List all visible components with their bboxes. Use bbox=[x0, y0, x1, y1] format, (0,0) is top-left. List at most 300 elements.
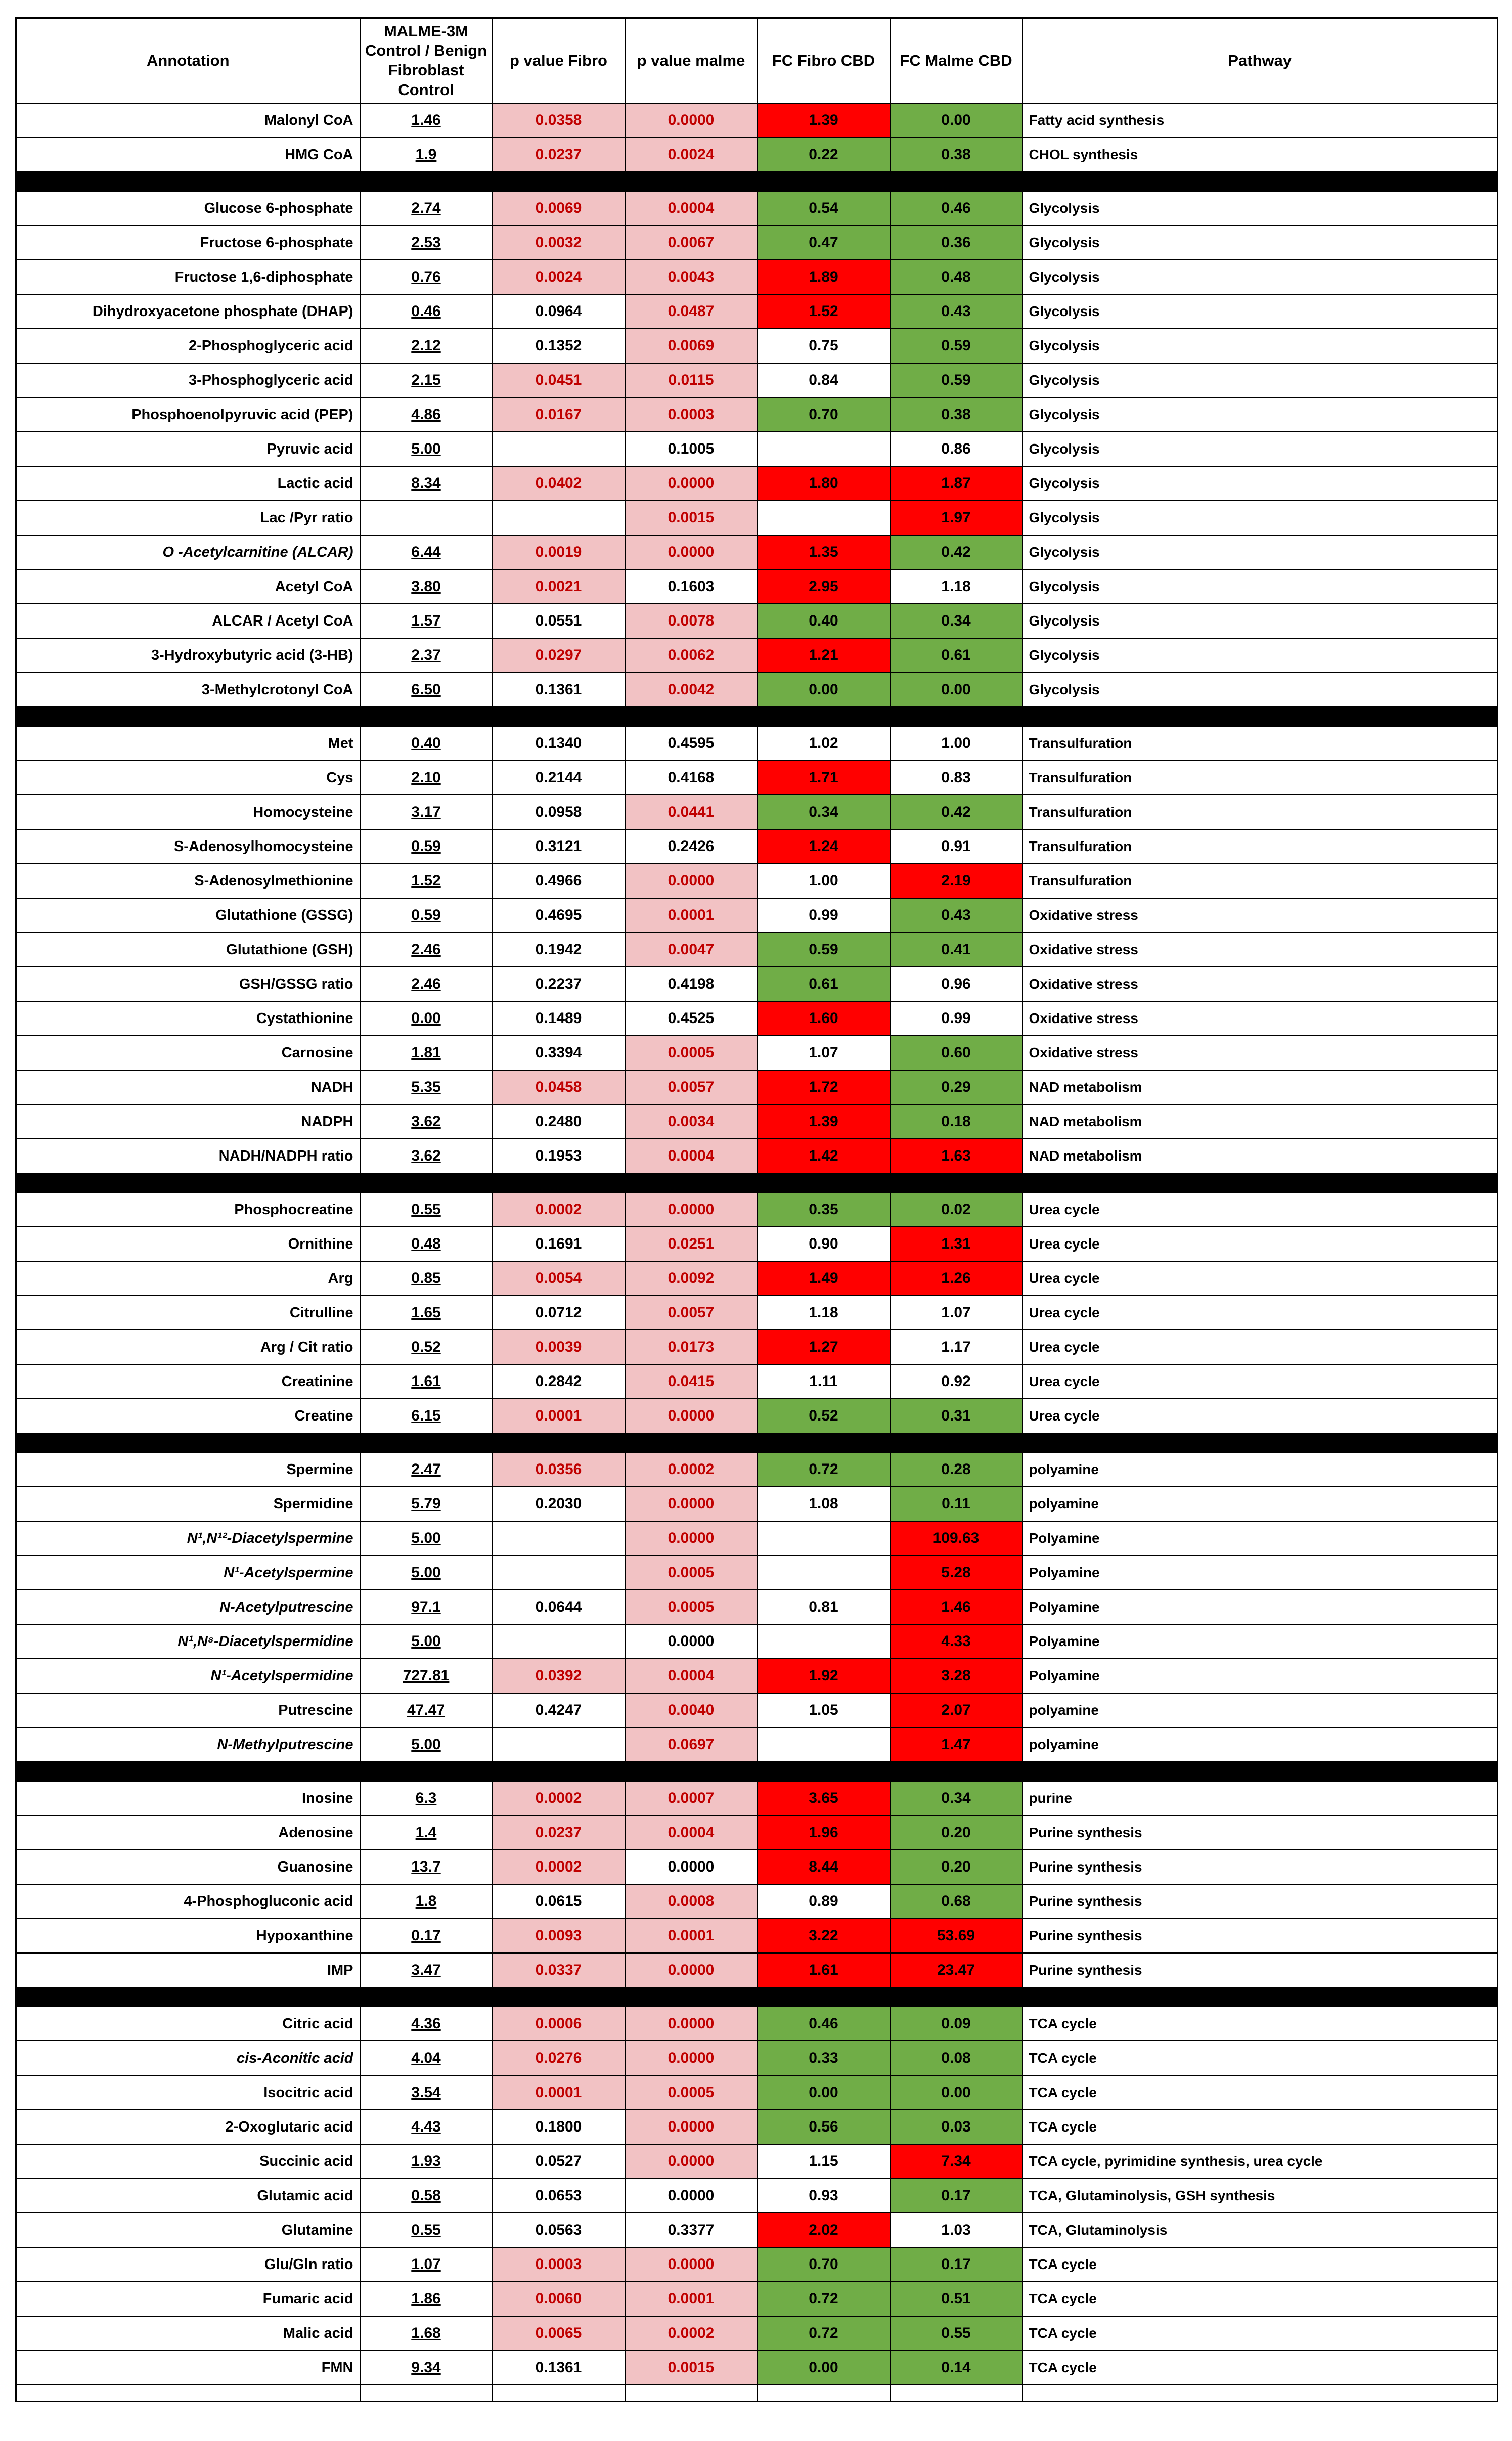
ratio-cell: 6.15 bbox=[360, 1399, 493, 1433]
annotation-cell: 2-Phosphoglyceric acid bbox=[16, 329, 360, 363]
pathway-cell: polyamine bbox=[1022, 1487, 1498, 1521]
fc-fibro-cell bbox=[758, 501, 890, 535]
table-row bbox=[16, 1261, 1498, 1296]
p-value-malme-cell: 0.0000 bbox=[625, 2144, 758, 2179]
table-row bbox=[16, 2041, 1498, 2075]
p-value-malme-cell: 0.0000 bbox=[625, 1192, 758, 1227]
pathway-cell: Polyamine bbox=[1022, 1624, 1498, 1659]
ratio-cell bbox=[360, 501, 493, 535]
table-row bbox=[16, 2144, 1498, 2179]
pathway-cell: Glycolysis bbox=[1022, 638, 1498, 673]
pathway-cell: polyamine bbox=[1022, 1727, 1498, 1762]
fc-fibro-cell: 0.56 bbox=[758, 2110, 890, 2144]
p-value-fibro-cell: 0.0958 bbox=[493, 795, 625, 829]
pathway-cell: TCA cycle bbox=[1022, 2350, 1498, 2385]
fc-malme-cell: 0.02 bbox=[890, 1192, 1022, 1227]
pathway-cell: Urea cycle bbox=[1022, 1330, 1498, 1364]
table-row bbox=[16, 1452, 1498, 1487]
annotation-cell: Putrescine bbox=[16, 1693, 360, 1727]
ratio-cell: 5.00 bbox=[360, 1727, 493, 1762]
ratio-cell: 1.4 bbox=[360, 1815, 493, 1850]
annotation-cell: Glutathione (GSH) bbox=[16, 933, 360, 967]
table-row bbox=[16, 2007, 1498, 2041]
annotation-cell: 3-Methylcrotonyl CoA bbox=[16, 673, 360, 707]
p-value-malme-cell: 0.0000 bbox=[625, 535, 758, 569]
fc-fibro-cell: 0.81 bbox=[758, 1590, 890, 1624]
p-value-malme-cell: 0.2426 bbox=[625, 829, 758, 864]
annotation-cell: N-Acetylputrescine bbox=[16, 1590, 360, 1624]
ratio-cell: 727.81 bbox=[360, 1659, 493, 1693]
annotation-cell: N¹,N⁸-Diacetylspermidine bbox=[16, 1624, 360, 1659]
column-header-annotation: Annotation bbox=[16, 18, 360, 104]
fc-malme-cell: 0.48 bbox=[890, 260, 1022, 294]
annotation-cell: Malic acid bbox=[16, 2316, 360, 2350]
p-value-fibro-cell: 0.0019 bbox=[493, 535, 625, 569]
fc-fibro-cell: 0.00 bbox=[758, 673, 890, 707]
fc-fibro-cell: 0.40 bbox=[758, 604, 890, 638]
fc-malme-cell: 2.07 bbox=[890, 1693, 1022, 1727]
pathway-cell: Urea cycle bbox=[1022, 1261, 1498, 1296]
table-row bbox=[16, 1659, 1498, 1693]
fc-fibro-cell: 0.99 bbox=[758, 898, 890, 933]
p-value-fibro-cell: 0.2842 bbox=[493, 1364, 625, 1399]
fc-malme-cell: 0.09 bbox=[890, 2007, 1022, 2041]
table-row bbox=[16, 501, 1498, 535]
p-value-fibro-cell: 0.0069 bbox=[493, 191, 625, 226]
p-value-malme-cell: 0.0002 bbox=[625, 2316, 758, 2350]
p-value-fibro-cell: 0.0167 bbox=[493, 397, 625, 432]
fc-fibro-cell: 0.47 bbox=[758, 226, 890, 260]
table-row bbox=[16, 260, 1498, 294]
fc-malme-cell: 0.34 bbox=[890, 1781, 1022, 1815]
p-value-fibro-cell: 0.0527 bbox=[493, 2144, 625, 2179]
fc-fibro-cell: 1.35 bbox=[758, 535, 890, 569]
annotation-cell: Adenosine bbox=[16, 1815, 360, 1850]
pathway-cell: purine bbox=[1022, 1781, 1498, 1815]
p-value-malme-cell: 0.0000 bbox=[625, 1521, 758, 1556]
table-row bbox=[16, 1693, 1498, 1727]
annotation-cell: Spermidine bbox=[16, 1487, 360, 1521]
annotation-cell: Inosine bbox=[16, 1781, 360, 1815]
p-value-fibro-cell: 0.0093 bbox=[493, 1919, 625, 1953]
fc-malme-cell: 1.07 bbox=[890, 1296, 1022, 1330]
fc-fibro-cell: 1.39 bbox=[758, 1104, 890, 1139]
p-value-malme-cell: 0.0000 bbox=[625, 1487, 758, 1521]
p-value-malme-cell: 0.4198 bbox=[625, 967, 758, 1001]
table-row bbox=[16, 967, 1498, 1001]
section-separator-bar bbox=[16, 1987, 1498, 2007]
fc-malme-cell: 3.28 bbox=[890, 1659, 1022, 1693]
ratio-cell: 6.3 bbox=[360, 1781, 493, 1815]
fc-fibro-cell: 0.22 bbox=[758, 138, 890, 172]
p-value-malme-cell: 0.0078 bbox=[625, 604, 758, 638]
annotation-cell: S-Adenosylhomocysteine bbox=[16, 829, 360, 864]
p-value-malme-cell: 0.0441 bbox=[625, 795, 758, 829]
fc-malme-cell: 0.38 bbox=[890, 138, 1022, 172]
fc-malme-cell: 0.43 bbox=[890, 898, 1022, 933]
section-separator bbox=[16, 1173, 1498, 1192]
fc-fibro-cell: 0.34 bbox=[758, 795, 890, 829]
fc-malme-cell: 0.08 bbox=[890, 2041, 1022, 2075]
fc-fibro-cell: 3.65 bbox=[758, 1781, 890, 1815]
fc-malme-cell: 109.63 bbox=[890, 1521, 1022, 1556]
ratio-cell: 6.44 bbox=[360, 535, 493, 569]
annotation-cell: 4-Phosphogluconic acid bbox=[16, 1884, 360, 1919]
fc-fibro-cell: 3.22 bbox=[758, 1919, 890, 1953]
p-value-fibro-cell: 0.0964 bbox=[493, 294, 625, 329]
ratio-cell: 0.76 bbox=[360, 260, 493, 294]
ratio-cell: 1.46 bbox=[360, 103, 493, 138]
pathway-cell: Glycolysis bbox=[1022, 535, 1498, 569]
table-row bbox=[16, 604, 1498, 638]
table-row bbox=[16, 673, 1498, 707]
ratio-cell: 1.61 bbox=[360, 1364, 493, 1399]
p-value-fibro-cell: 0.4695 bbox=[493, 898, 625, 933]
fc-malme-cell: 0.68 bbox=[890, 1884, 1022, 1919]
annotation-cell: Cystathionine bbox=[16, 1001, 360, 1036]
annotation-cell: Fumaric acid bbox=[16, 2282, 360, 2316]
empty-cell bbox=[16, 2385, 360, 2402]
p-value-fibro-cell: 0.4966 bbox=[493, 864, 625, 898]
table-row bbox=[16, 1919, 1498, 1953]
p-value-fibro-cell: 0.0065 bbox=[493, 2316, 625, 2350]
annotation-cell: Arg bbox=[16, 1261, 360, 1296]
fc-fibro-cell: 2.02 bbox=[758, 2213, 890, 2247]
p-value-fibro-cell: 0.0060 bbox=[493, 2282, 625, 2316]
fc-malme-cell: 0.51 bbox=[890, 2282, 1022, 2316]
ratio-cell: 0.59 bbox=[360, 829, 493, 864]
annotation-cell: Fructose 6-phosphate bbox=[16, 226, 360, 260]
annotation-cell: NADH/NADPH ratio bbox=[16, 1139, 360, 1173]
p-value-fibro-cell: 0.0563 bbox=[493, 2213, 625, 2247]
annotation-cell: 3-Hydroxybutyric acid (3-HB) bbox=[16, 638, 360, 673]
ratio-cell: 1.86 bbox=[360, 2282, 493, 2316]
annotation-cell: Hypoxanthine bbox=[16, 1919, 360, 1953]
table-row bbox=[16, 1364, 1498, 1399]
fc-fibro-cell: 1.71 bbox=[758, 761, 890, 795]
empty-cell bbox=[493, 2385, 625, 2402]
fc-malme-cell: 0.86 bbox=[890, 432, 1022, 466]
fc-fibro-cell: 1.80 bbox=[758, 466, 890, 501]
p-value-fibro-cell: 0.0297 bbox=[493, 638, 625, 673]
annotation-cell: Succinic acid bbox=[16, 2144, 360, 2179]
ratio-cell: 1.8 bbox=[360, 1884, 493, 1919]
ratio-cell: 1.52 bbox=[360, 864, 493, 898]
table-row bbox=[16, 1487, 1498, 1521]
table-row bbox=[16, 933, 1498, 967]
p-value-fibro-cell bbox=[493, 501, 625, 535]
annotation-cell: Glutamic acid bbox=[16, 2179, 360, 2213]
fc-fibro-cell: 0.35 bbox=[758, 1192, 890, 1227]
section-separator bbox=[16, 1987, 1498, 2007]
p-value-fibro-cell: 0.0358 bbox=[493, 103, 625, 138]
annotation-cell: N¹-Acetylspermine bbox=[16, 1556, 360, 1590]
p-value-fibro-cell: 0.0337 bbox=[493, 1953, 625, 1987]
ratio-cell: 0.52 bbox=[360, 1330, 493, 1364]
fc-fibro-cell: 1.11 bbox=[758, 1364, 890, 1399]
p-value-malme-cell: 0.4168 bbox=[625, 761, 758, 795]
fc-malme-cell: 0.42 bbox=[890, 535, 1022, 569]
pathway-cell: Polyamine bbox=[1022, 1659, 1498, 1693]
ratio-cell: 8.34 bbox=[360, 466, 493, 501]
pathway-cell: Transulfuration bbox=[1022, 761, 1498, 795]
p-value-malme-cell: 0.0487 bbox=[625, 294, 758, 329]
fc-malme-cell: 0.41 bbox=[890, 933, 1022, 967]
p-value-fibro-cell: 0.2237 bbox=[493, 967, 625, 1001]
section-separator bbox=[16, 172, 1498, 191]
annotation-cell: N¹,N¹²-Diacetylspermine bbox=[16, 1521, 360, 1556]
fc-malme-cell: 0.17 bbox=[890, 2247, 1022, 2282]
fc-malme-cell: 0.18 bbox=[890, 1104, 1022, 1139]
fc-malme-cell: 4.33 bbox=[890, 1624, 1022, 1659]
fc-malme-cell: 0.42 bbox=[890, 795, 1022, 829]
fc-malme-cell: 0.55 bbox=[890, 2316, 1022, 2350]
pathway-cell: TCA cycle bbox=[1022, 2316, 1498, 2350]
p-value-fibro-cell: 0.0003 bbox=[493, 2247, 625, 2282]
p-value-malme-cell: 0.0004 bbox=[625, 1139, 758, 1173]
pathway-cell: Purine synthesis bbox=[1022, 1815, 1498, 1850]
p-value-malme-cell: 0.0001 bbox=[625, 898, 758, 933]
p-value-malme-cell: 0.0173 bbox=[625, 1330, 758, 1364]
p-value-fibro-cell: 0.3394 bbox=[493, 1036, 625, 1070]
fc-malme-cell: 0.38 bbox=[890, 397, 1022, 432]
p-value-fibro-cell: 0.0021 bbox=[493, 569, 625, 604]
p-value-fibro-cell: 0.0001 bbox=[493, 2075, 625, 2110]
p-value-malme-cell: 0.0057 bbox=[625, 1070, 758, 1104]
pathway-cell: Urea cycle bbox=[1022, 1192, 1498, 1227]
ratio-cell: 0.55 bbox=[360, 2213, 493, 2247]
p-value-malme-cell: 0.0008 bbox=[625, 1884, 758, 1919]
cropped-bottom-row bbox=[16, 2385, 1498, 2402]
fc-malme-cell: 0.14 bbox=[890, 2350, 1022, 2385]
fc-fibro-cell: 1.18 bbox=[758, 1296, 890, 1330]
pathway-cell: Urea cycle bbox=[1022, 1296, 1498, 1330]
fc-fibro-cell: 1.61 bbox=[758, 1953, 890, 1987]
fc-fibro-cell bbox=[758, 1727, 890, 1762]
fc-fibro-cell: 0.61 bbox=[758, 967, 890, 1001]
section-separator-bar bbox=[16, 1762, 1498, 1781]
fc-fibro-cell: 1.72 bbox=[758, 1070, 890, 1104]
fc-malme-cell: 0.59 bbox=[890, 363, 1022, 397]
annotation-cell: N¹-Acetylspermidine bbox=[16, 1659, 360, 1693]
ratio-cell: 3.54 bbox=[360, 2075, 493, 2110]
fc-malme-cell: 1.47 bbox=[890, 1727, 1022, 1762]
table-row bbox=[16, 1227, 1498, 1261]
annotation-cell: NADH bbox=[16, 1070, 360, 1104]
ratio-cell: 47.47 bbox=[360, 1693, 493, 1727]
pathway-cell: TCA cycle bbox=[1022, 2041, 1498, 2075]
pathway-cell: Oxidative stress bbox=[1022, 1036, 1498, 1070]
pathway-cell: Polyamine bbox=[1022, 1556, 1498, 1590]
fc-malme-cell: 0.00 bbox=[890, 673, 1022, 707]
annotation-cell: O -Acetylcarnitine (ALCAR) bbox=[16, 535, 360, 569]
pathway-cell: Transulfuration bbox=[1022, 726, 1498, 761]
fc-fibro-cell: 1.27 bbox=[758, 1330, 890, 1364]
p-value-malme-cell: 0.0047 bbox=[625, 933, 758, 967]
table-row bbox=[16, 2179, 1498, 2213]
fc-malme-cell: 1.26 bbox=[890, 1261, 1022, 1296]
p-value-fibro-cell: 0.0002 bbox=[493, 1850, 625, 1884]
fc-fibro-cell: 1.96 bbox=[758, 1815, 890, 1850]
fc-malme-cell: 53.69 bbox=[890, 1919, 1022, 1953]
fc-malme-cell: 1.31 bbox=[890, 1227, 1022, 1261]
fc-fibro-cell: 0.33 bbox=[758, 2041, 890, 2075]
p-value-fibro-cell: 0.0356 bbox=[493, 1452, 625, 1487]
table-row bbox=[16, 1624, 1498, 1659]
p-value-malme-cell: 0.0005 bbox=[625, 1556, 758, 1590]
table-row bbox=[16, 535, 1498, 569]
p-value-malme-cell: 0.0251 bbox=[625, 1227, 758, 1261]
fc-malme-cell: 0.29 bbox=[890, 1070, 1022, 1104]
fc-malme-cell: 0.34 bbox=[890, 604, 1022, 638]
annotation-cell: Pyruvic acid bbox=[16, 432, 360, 466]
p-value-malme-cell: 0.0005 bbox=[625, 1036, 758, 1070]
pathway-cell: Glycolysis bbox=[1022, 191, 1498, 226]
p-value-fibro-cell: 0.0237 bbox=[493, 138, 625, 172]
table-row bbox=[16, 1330, 1498, 1364]
fc-fibro-cell: 1.05 bbox=[758, 1693, 890, 1727]
p-value-fibro-cell: 0.0644 bbox=[493, 1590, 625, 1624]
annotation-cell: Guanosine bbox=[16, 1850, 360, 1884]
ratio-cell: 13.7 bbox=[360, 1850, 493, 1884]
empty-cell bbox=[360, 2385, 493, 2402]
pathway-cell: NAD metabolism bbox=[1022, 1070, 1498, 1104]
fc-fibro-cell: 0.84 bbox=[758, 363, 890, 397]
pathway-cell: Glycolysis bbox=[1022, 432, 1498, 466]
p-value-malme-cell: 0.0007 bbox=[625, 1781, 758, 1815]
fc-fibro-cell: 0.46 bbox=[758, 2007, 890, 2041]
annotation-cell: Citric acid bbox=[16, 2007, 360, 2041]
table-row bbox=[16, 138, 1498, 172]
table-row bbox=[16, 898, 1498, 933]
annotation-cell: GSH/GSSG ratio bbox=[16, 967, 360, 1001]
fc-fibro-cell: 0.70 bbox=[758, 397, 890, 432]
fc-fibro-cell: 8.44 bbox=[758, 1850, 890, 1884]
ratio-cell: 3.80 bbox=[360, 569, 493, 604]
column-header-p-value-fibro: p value Fibro bbox=[493, 18, 625, 104]
fc-malme-cell: 1.17 bbox=[890, 1330, 1022, 1364]
annotation-cell: FMN bbox=[16, 2350, 360, 2385]
section-separator-bar bbox=[16, 1433, 1498, 1452]
pathway-cell: polyamine bbox=[1022, 1693, 1498, 1727]
ratio-cell: 4.36 bbox=[360, 2007, 493, 2041]
fc-fibro-cell: 0.00 bbox=[758, 2075, 890, 2110]
table-row bbox=[16, 2213, 1498, 2247]
fc-fibro-cell: 0.90 bbox=[758, 1227, 890, 1261]
fc-malme-cell: 23.47 bbox=[890, 1953, 1022, 1987]
empty-cell bbox=[758, 2385, 890, 2402]
column-header-fc-malme-cbd: FC Malme CBD bbox=[890, 18, 1022, 104]
p-value-fibro-cell: 0.0653 bbox=[493, 2179, 625, 2213]
table-row bbox=[16, 1192, 1498, 1227]
annotation-cell: Glucose 6-phosphate bbox=[16, 191, 360, 226]
p-value-malme-cell: 0.0000 bbox=[625, 1953, 758, 1987]
p-value-fibro-cell: 0.2030 bbox=[493, 1487, 625, 1521]
fc-fibro-cell: 2.95 bbox=[758, 569, 890, 604]
fc-fibro-cell: 0.93 bbox=[758, 2179, 890, 2213]
ratio-cell: 5.00 bbox=[360, 1556, 493, 1590]
annotation-cell: N-Methylputrescine bbox=[16, 1727, 360, 1762]
table-row bbox=[16, 191, 1498, 226]
fc-malme-cell: 1.97 bbox=[890, 501, 1022, 535]
table-row bbox=[16, 2110, 1498, 2144]
p-value-fibro-cell: 0.0002 bbox=[493, 1192, 625, 1227]
table-row bbox=[16, 1521, 1498, 1556]
fc-fibro-cell bbox=[758, 1556, 890, 1590]
annotation-cell: Dihydroxyacetone phosphate (DHAP) bbox=[16, 294, 360, 329]
p-value-malme-cell: 0.0003 bbox=[625, 397, 758, 432]
pathway-cell: Glycolysis bbox=[1022, 226, 1498, 260]
ratio-cell: 0.58 bbox=[360, 2179, 493, 2213]
p-value-malme-cell: 0.0000 bbox=[625, 466, 758, 501]
p-value-malme-cell: 0.4595 bbox=[625, 726, 758, 761]
p-value-fibro-cell bbox=[493, 1521, 625, 1556]
pathway-cell: Glycolysis bbox=[1022, 673, 1498, 707]
pathway-cell: Oxidative stress bbox=[1022, 1001, 1498, 1036]
annotation-cell: Cys bbox=[16, 761, 360, 795]
table-row bbox=[16, 726, 1498, 761]
p-value-fibro-cell: 0.1340 bbox=[493, 726, 625, 761]
fc-fibro-cell: 1.21 bbox=[758, 638, 890, 673]
p-value-malme-cell: 0.0069 bbox=[625, 329, 758, 363]
pathway-cell: Glycolysis bbox=[1022, 329, 1498, 363]
p-value-fibro-cell: 0.2144 bbox=[493, 761, 625, 795]
fc-malme-cell: 1.87 bbox=[890, 466, 1022, 501]
p-value-malme-cell: 0.0415 bbox=[625, 1364, 758, 1399]
fc-fibro-cell: 1.49 bbox=[758, 1261, 890, 1296]
table-header bbox=[16, 18, 1498, 104]
annotation-cell: Fructose 1,6-diphosphate bbox=[16, 260, 360, 294]
annotation-cell: HMG CoA bbox=[16, 138, 360, 172]
annotation-cell: ALCAR / Acetyl CoA bbox=[16, 604, 360, 638]
p-value-malme-cell: 0.4525 bbox=[625, 1001, 758, 1036]
annotation-cell: S-Adenosylmethionine bbox=[16, 864, 360, 898]
annotation-cell: Glu/Gln ratio bbox=[16, 2247, 360, 2282]
p-value-fibro-cell: 0.0006 bbox=[493, 2007, 625, 2041]
pathway-cell: TCA cycle bbox=[1022, 2110, 1498, 2144]
table-row bbox=[16, 638, 1498, 673]
ratio-cell: 2.15 bbox=[360, 363, 493, 397]
p-value-fibro-cell: 0.1942 bbox=[493, 933, 625, 967]
fc-malme-cell: 0.96 bbox=[890, 967, 1022, 1001]
p-value-fibro-cell: 0.0712 bbox=[493, 1296, 625, 1330]
ratio-cell: 3.47 bbox=[360, 1953, 493, 1987]
p-value-malme-cell: 0.0000 bbox=[625, 2247, 758, 2282]
ratio-cell: 1.57 bbox=[360, 604, 493, 638]
fc-fibro-cell: 0.75 bbox=[758, 329, 890, 363]
p-value-malme-cell: 0.0067 bbox=[625, 226, 758, 260]
p-value-malme-cell: 0.0000 bbox=[625, 1850, 758, 1884]
fc-malme-cell: 0.03 bbox=[890, 2110, 1022, 2144]
p-value-malme-cell: 0.0040 bbox=[625, 1693, 758, 1727]
section-separator-bar bbox=[16, 172, 1498, 191]
annotation-cell: Ornithine bbox=[16, 1227, 360, 1261]
fc-malme-cell: 0.43 bbox=[890, 294, 1022, 329]
fc-malme-cell: 0.00 bbox=[890, 2075, 1022, 2110]
fc-fibro-cell: 1.52 bbox=[758, 294, 890, 329]
ratio-cell: 3.62 bbox=[360, 1104, 493, 1139]
column-header-ratio: MALME-3M Control / Benign Fibroblast Control bbox=[360, 18, 493, 104]
fc-malme-cell: 0.36 bbox=[890, 226, 1022, 260]
fc-malme-cell: 0.99 bbox=[890, 1001, 1022, 1036]
table-row bbox=[16, 761, 1498, 795]
fc-malme-cell: 0.20 bbox=[890, 1815, 1022, 1850]
ratio-cell: 1.93 bbox=[360, 2144, 493, 2179]
annotation-cell: Creatinine bbox=[16, 1364, 360, 1399]
p-value-malme-cell: 0.1603 bbox=[625, 569, 758, 604]
pathway-cell: polyamine bbox=[1022, 1452, 1498, 1487]
pathway-cell: CHOL synthesis bbox=[1022, 138, 1498, 172]
